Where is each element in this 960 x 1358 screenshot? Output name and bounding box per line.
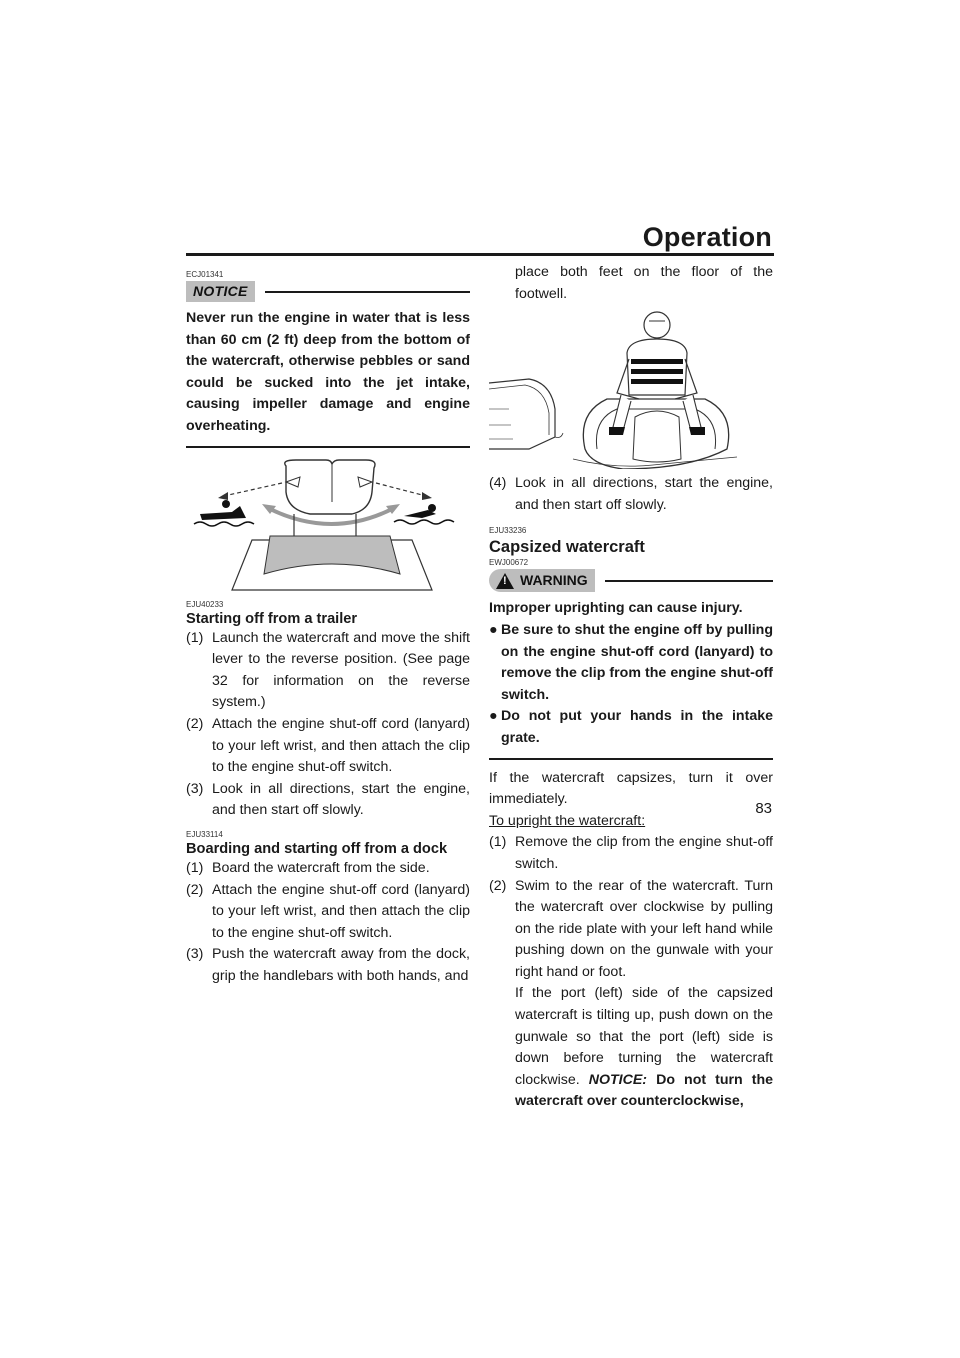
list-item xyxy=(489,473,773,516)
dock-steps xyxy=(186,858,470,988)
capsized-heading: Capsized watercraft xyxy=(489,538,645,557)
notice-text: Never run the engine in water that is less than 60 cm (2 ft) deep from the bottom of the watercraft, otherwise pebbles or sand could be sucked into the jet intake, causing impeller damage and engine overheating. xyxy=(186,310,470,434)
warning-bullet xyxy=(489,706,773,749)
page-header-title: Operation xyxy=(642,222,772,252)
step-indent xyxy=(489,983,515,1113)
step-number: (4) xyxy=(489,475,507,492)
step-indent xyxy=(489,262,515,305)
step-text: Swim to the rear of the watercraft. Turn the watercraft over clockwise by pulling on the ride plate with your left hand while pushing down on the gunwale with your right hand or foot. xyxy=(515,877,773,980)
warning-rule xyxy=(605,580,773,582)
warning-header xyxy=(489,569,773,592)
header-rule xyxy=(186,253,774,256)
warning-triangle-icon xyxy=(496,573,514,589)
list-item xyxy=(489,876,773,984)
notice-end-rule xyxy=(186,446,470,448)
list-item xyxy=(186,944,470,987)
step-text: place both feet on the floor of the footwell. xyxy=(515,264,773,302)
step-number: (2) xyxy=(186,715,204,732)
list-item xyxy=(186,714,470,779)
bullet-icon: ● xyxy=(489,621,498,638)
notice-inline-label: NOTICE: xyxy=(588,1071,648,1088)
bullet-icon: ● xyxy=(489,708,498,725)
bullet-text: Be sure to shut the engine off by pulling on the engine shut-off cord (lanyard) to remove the clip from the engine shut-off switch. xyxy=(501,621,773,703)
step-continuation: If the port (left) side of the capsized watercraft is tilting up, push down on the gunwale so that the port (left) side is down before turning the watercraft clockwise. xyxy=(515,985,773,1088)
list-item xyxy=(186,880,470,945)
warning-bullet xyxy=(489,620,773,706)
capsized-code: EJU33236 xyxy=(489,526,527,536)
notice-header xyxy=(186,281,470,302)
step-text: Look in all directions, start the engine, and then start off slowly. xyxy=(212,780,470,819)
step-text: Attach the engine shut-off cord (lanyard) to your left wrist, and then attach the clip to the engine shut-off switch. xyxy=(212,715,470,776)
list-item xyxy=(186,628,470,714)
warning-code: EWJ00672 xyxy=(489,558,529,568)
step-text: Launch the watercraft and move the shift lever to the reverse position. (See page 32 for information on the reverse system.) xyxy=(212,629,470,711)
warning-end-rule xyxy=(489,758,773,760)
look-around-illustration xyxy=(186,456,470,596)
step-number: (2) xyxy=(186,881,204,898)
notice-badge: NOTICE xyxy=(186,281,255,302)
left-column xyxy=(186,270,470,987)
list-item xyxy=(489,983,773,1113)
step-number: (1) xyxy=(186,859,204,876)
list-item xyxy=(186,779,470,822)
right-column xyxy=(489,262,773,1113)
step-number: (1) xyxy=(186,629,204,646)
step-number: (1) xyxy=(489,834,507,851)
warning-lead: Improper uprighting can cause injury. xyxy=(489,600,743,617)
step-text: Attach the engine shut-off cord (lanyard) to your left wrist, and then attach the clip to the engine shut-off switch. xyxy=(212,881,470,941)
notice-inline-text: Do not turn the watercraft over counterclockwise, xyxy=(515,1071,774,1110)
notice-rule xyxy=(265,291,470,293)
upright-steps xyxy=(489,832,773,1113)
step-number: (3) xyxy=(186,946,204,963)
upright-subheading: To upright the watercraft: xyxy=(489,812,646,829)
list-item xyxy=(186,858,470,880)
warning-badge xyxy=(489,569,595,592)
step-text: Look in all directions, start the engine, and then start off slowly. xyxy=(515,475,773,513)
step-text xyxy=(515,983,773,1113)
step-text: Remove the clip from the engine shut-off switch. xyxy=(515,834,773,872)
step-number: (2) xyxy=(489,877,507,894)
notice-code: ECJ01341 xyxy=(186,270,224,279)
dock-code: EJU33114 xyxy=(186,829,223,839)
rider-boarding-illustration xyxy=(489,309,773,469)
warning-label: WARNING xyxy=(520,572,588,589)
trailer-steps xyxy=(186,628,470,822)
list-item-continued xyxy=(489,262,773,305)
step-text: Push the watercraft away from the dock, grip the handlebars with both hands, and xyxy=(212,946,470,984)
step-text: Board the watercraft from the side. xyxy=(212,859,430,876)
bullet-text: Do not put your hands in the intake grate. xyxy=(501,708,773,746)
page-number: 83 xyxy=(755,800,772,817)
trailer-code: EJU40233 xyxy=(186,599,224,609)
dock-heading: Boarding and starting off from a dock xyxy=(186,840,448,857)
trailer-heading: Starting off from a trailer xyxy=(186,610,358,627)
capsized-intro: If the watercraft capsizes, turn it over immediately. xyxy=(489,769,773,808)
list-item xyxy=(489,832,773,875)
step-number: (3) xyxy=(186,780,204,797)
